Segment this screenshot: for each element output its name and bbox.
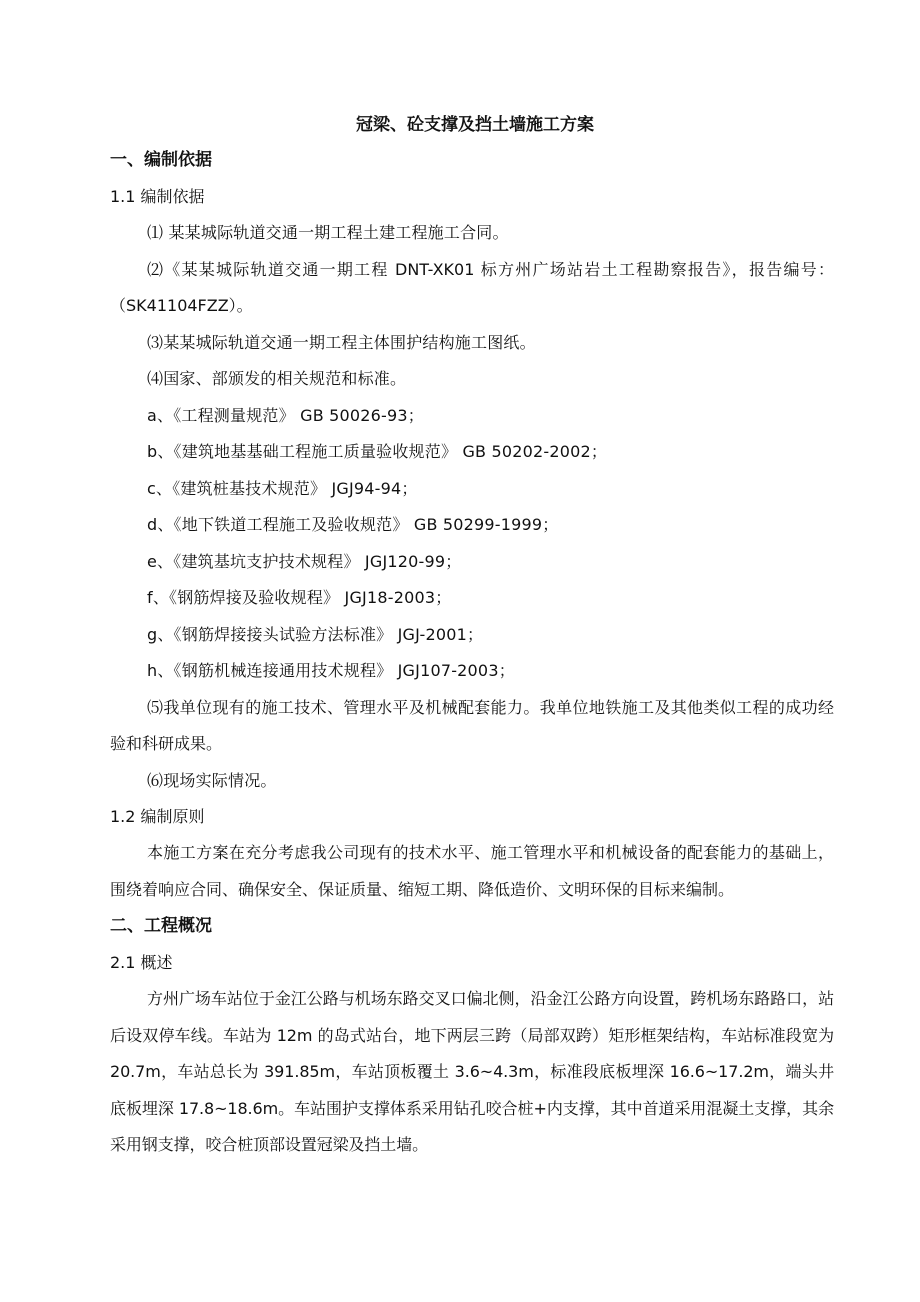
basis-item: ⑵《某某城际轨道交通一期工程 DNT-XK01 标方州广场站岩土工程勘察报告》，报告编号：（SK41104FZZ）。 xyxy=(110,259,834,315)
subsection-heading-1-2: 1.2 编制原则 xyxy=(110,807,205,826)
standard-item: h、《钢筋机械连接通用技术规程》 JGJ107-2003； xyxy=(147,661,515,680)
section-heading-1: 一、编制依据 xyxy=(110,150,212,170)
standard-item: c、《建筑桩基技术规范》 JGJ94-94； xyxy=(147,478,418,498)
document-title: 冠梁、砼支撑及挡土墙施工方案 xyxy=(356,115,594,135)
subsection-heading-1-1: 1.1 编制依据 xyxy=(110,187,205,206)
subsection-heading-2-1: 2.1 概述 xyxy=(110,953,173,972)
standard-item: d、《地下铁道工程施工及验收规范》 GB 50299-1999； xyxy=(147,515,559,534)
standard-item: e、《建筑基坑支护技术规程》 JGJ120-99； xyxy=(147,551,462,571)
standard-item: a、《工程测量规范》 GB 50026-93； xyxy=(147,405,424,425)
section-heading-2: 二、工程概况 xyxy=(110,916,212,936)
basis-item: ⑸我单位现有的施工技术、管理水平及机械配套能力。我单位地铁施工及其他类似工程的成功经验和科研成果。 xyxy=(110,697,834,753)
overview-paragraph: 方州广场车站位于金江公路与机场东路交叉口偏北侧，沿金江公路方向设置，跨机场东路路口，站后设双停车线。车站为 12m 的岛式站台，地下两层三跨（局部双跨）矩形框架结构，车站标准段宽为 20.7m，车站总长为 391.85m，车站顶板覆土 3.6~4.3m，标准段底板埋深 16.6~17.2m，端头井底板埋深 17.8~18.6m。车站围护支撑体系采用钻孔咬合桩+内支撑，其中首道采用混凝土支撑，其余采用钢支撑，咬合桩顶部设置冠梁及挡土墙。 xyxy=(110,989,834,1154)
standard-item: f、《钢筋焊接及验收规程》 JGJ18-2003； xyxy=(147,588,452,607)
document-page xyxy=(110,108,834,1164)
basis-item: ⑴ 某某城际轨道交通一期工程土建工程施工合同。 xyxy=(147,223,509,242)
standard-item: b、《建筑地基基础工程施工质量验收规范》 GB 50202-2002； xyxy=(147,442,608,461)
basis-item: ⑶某某城际轨道交通一期工程主体围护结构施工图纸。 xyxy=(147,332,536,352)
standard-item: g、《钢筋焊接接头试验方法标准》 JGJ-2001； xyxy=(147,624,484,644)
principle-paragraph: 本施工方案在充分考虑我公司现有的技术水平、施工管理水平和机械设备的配套能力的基础上，围绕着响应合同、确保安全、保证质量、缩短工期、降低造价、文明环保的目标来编制。 xyxy=(110,843,834,899)
basis-item: ⑷国家、部颁发的相关规范和标准。 xyxy=(147,369,407,388)
basis-item: ⑹现场实际情况。 xyxy=(147,770,277,790)
